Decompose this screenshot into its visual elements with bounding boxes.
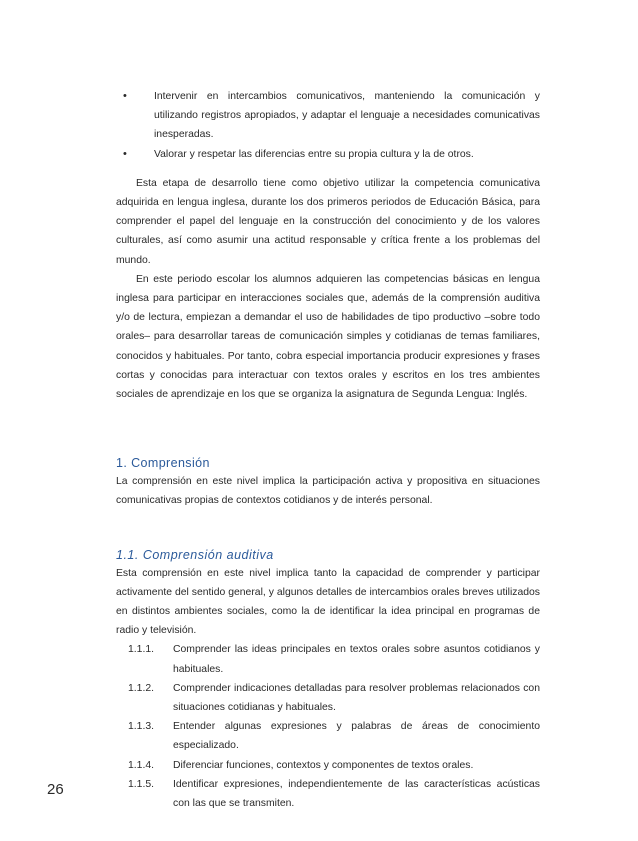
list-item: 1.1.3. Entender algunas expresiones y palabras de áreas de conocimiento especializado. <box>128 721 540 752</box>
list-item: • Intervenir en intercambios comunicativos, manteniendo la comunicación y utilizando registros apropiados, y adaptar el lenguaje a necesidades comunicativas inesperadas. <box>116 87 540 145</box>
list-item: 1.1.2. Comprender indicaciones detalladas para resolver problemas relacionados con situaciones cotidianas y habituales. <box>128 682 540 714</box>
subsection-heading: 1.1. Comprensión auditiva <box>116 547 274 562</box>
list-item: 1.1.1. Comprender las ideas principales en textos orales sobre asuntos cotidianos y habituales. <box>128 644 540 675</box>
list-item: 1.1.5. Identificar expresiones, independientemente de las características acústicas con las que se transmiten. <box>128 778 540 810</box>
page-content <box>116 87 540 813</box>
numbered-list <box>116 640 540 813</box>
subsection-paragraph: Esta comprensión en este nivel implica tanto la capacidad de comprender y participar activamente del sentido general, y algunos detalles de intercambios orales breves utilizados en distintos ambientes sociales, como la de identificar la idea principal en programas de radio y televisión. <box>116 567 540 637</box>
list-item: 1.1.4. Diferenciar funciones, contextos y componentes de textos orales. <box>128 759 474 771</box>
bullet-icon: • <box>123 147 127 160</box>
body-paragraph: Esta etapa de desarrollo tiene como objetivo utilizar la competencia comunicativa adquirida en lengua inglesa, durante los dos primeros periodos de Educación Básica, para comprender el papel del lenguaje en la construcción del conocimiento y de los valores culturales, así como asumir una actitud responsable y crítica frente a los problemas del mundo. <box>116 177 540 266</box>
section-paragraph: La comprensión en este nivel implica la participación activa y propositiva en situaciones comunicativas propias de contextos cotidianos y de interés personal. <box>116 476 540 507</box>
section-heading: 1. Comprensión <box>116 456 210 471</box>
objectives-bullet-list <box>116 87 540 164</box>
list-item: • Valorar y respetar las diferencias entre su propia cultura y la de otros. <box>116 145 540 164</box>
bullet-icon: • <box>123 90 127 102</box>
page-number: 26 <box>47 781 64 798</box>
body-paragraph: En este periodo escolar los alumnos adquieren las competencias básicas en lengua inglesa para participar en interacciones sociales que, además de la comprensión auditiva y/o de lectura, empiezan a demandar el uso de habilidades de tipo productivo –sobre todo orales– para desarrollar tareas de comunicación simples y cotidianas de temas familiares, conocidos y habituales. Por tanto, cobra especial importancia producir expresiones y frases cortas y conocidas para interactuar con textos orales y escritos en los tres ambientes sociales de aprendizaje en los que se organiza la asignatura de Segunda Lengua: Inglés. <box>116 273 540 401</box>
